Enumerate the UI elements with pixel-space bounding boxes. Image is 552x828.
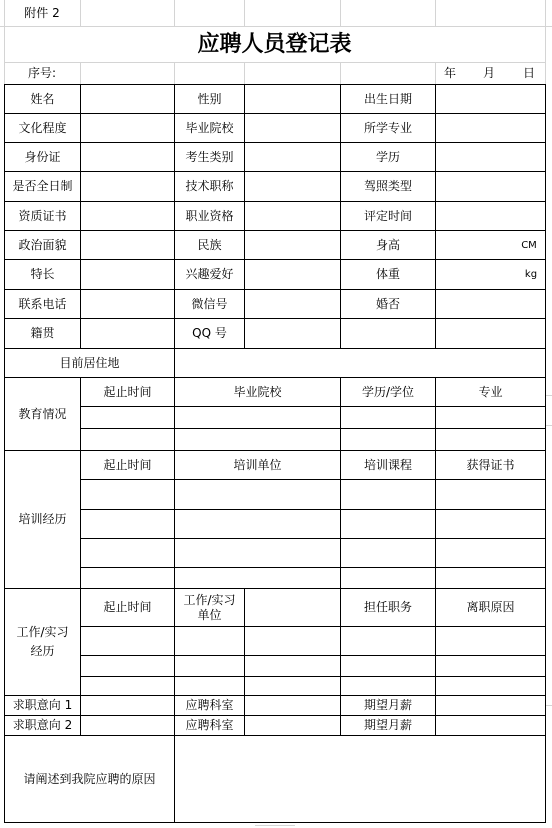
- gridline: [435, 62, 436, 84]
- work-header-unit: [175, 589, 244, 626]
- label-gender: 性别: [197, 91, 222, 106]
- form-input-cell[interactable]: [245, 260, 340, 289]
- form-input-cell[interactable]: [175, 736, 545, 822]
- label-ethnicity: 民族: [197, 237, 222, 252]
- label-graduate-school: 毕业院校: [185, 120, 234, 135]
- label-id-card: 身份证: [24, 149, 61, 164]
- form-title: 应聘人员登记表: [197, 31, 352, 57]
- form-input-cell[interactable]: [81, 319, 174, 348]
- edu-header-school: 毕业院校: [233, 384, 282, 399]
- edu-header-degree: 学历/学位: [361, 384, 415, 399]
- gridline: [546, 705, 552, 706]
- form-input-cell[interactable]: [81, 202, 174, 230]
- work-header-unit-line1: 工作/实习: [183, 592, 236, 607]
- gridline: [244, 0, 245, 26]
- label-intent-1: 求职意向 1: [12, 698, 73, 712]
- form-input-cell[interactable]: [81, 172, 174, 201]
- gridline: [80, 62, 81, 84]
- form-input-cell[interactable]: [245, 85, 340, 113]
- work-header-position: 担任职务: [363, 600, 412, 614]
- form-input-cell[interactable]: [436, 260, 545, 289]
- edu-header-period: 起止时间: [103, 384, 152, 399]
- gridline: [255, 825, 295, 826]
- serial-label: 序号:: [27, 65, 57, 80]
- gridline: [174, 62, 175, 84]
- height-unit: CM: [521, 239, 537, 251]
- form-input-cell[interactable]: [245, 143, 340, 171]
- form-input-cell[interactable]: [436, 143, 545, 171]
- form-input-cell[interactable]: [436, 172, 545, 201]
- train-header-period: 起止时间: [103, 457, 152, 472]
- label-intent-2-salary: 期望月薪: [363, 718, 412, 732]
- label-education-level: 文化程度: [18, 120, 67, 135]
- form-input-cell[interactable]: [436, 202, 545, 230]
- work-header-leave-reason: 离职原因: [466, 600, 515, 614]
- form-input-cell[interactable]: [81, 290, 174, 318]
- weight-unit: kg: [524, 269, 538, 280]
- form-input-cell[interactable]: [436, 290, 545, 318]
- label-degree: 学历: [375, 149, 400, 164]
- label-intent-1-dept: 应聘科室: [185, 698, 234, 712]
- form-input-cell[interactable]: [81, 85, 174, 113]
- label-height: 身高: [375, 237, 400, 252]
- label-hobbies: 兴趣爱好: [185, 267, 234, 281]
- label-wechat: 微信号: [191, 296, 228, 311]
- form-input-cell[interactable]: [245, 114, 340, 142]
- gridline: [80, 0, 81, 26]
- gridline: [545, 0, 546, 84]
- gridline: [174, 0, 175, 26]
- label-residence: 目前居住地: [59, 355, 120, 370]
- label-major: 所学专业: [363, 120, 412, 135]
- label-intent-2-dept: 应聘科室: [185, 718, 234, 732]
- gridline: [546, 425, 552, 426]
- train-header-unit: 培训单位: [233, 457, 282, 472]
- label-intent-1-salary: 期望月薪: [363, 698, 412, 712]
- form-input-cell[interactable]: [436, 231, 545, 259]
- gridline: [340, 0, 341, 26]
- section-training: 培训经历: [18, 512, 67, 526]
- date-day-label: 日: [522, 65, 535, 80]
- label-intent-2: 求职意向 2: [12, 718, 73, 732]
- section-education: 教育情况: [18, 406, 67, 421]
- form-input-cell[interactable]: [175, 349, 545, 377]
- form-input-cell[interactable]: [81, 231, 174, 259]
- form-input-cell[interactable]: [81, 114, 174, 142]
- form-input-cell[interactable]: [245, 172, 340, 201]
- section-work: [5, 589, 80, 695]
- section-work-line1: 工作/实习: [16, 625, 69, 639]
- train-header-certificate: 获得证书: [466, 457, 515, 472]
- form-input-cell[interactable]: [81, 260, 174, 289]
- label-phone: 联系电话: [18, 296, 67, 311]
- label-birth-date: 出生日期: [363, 91, 412, 106]
- gridline: [435, 0, 436, 26]
- date-year-label: 年: [443, 65, 456, 80]
- label-name: 姓名: [30, 91, 55, 106]
- label-candidate-type: 考生类别: [185, 149, 234, 164]
- form-input-cell[interactable]: [245, 290, 340, 318]
- attachment-label: 附件 2: [24, 5, 60, 20]
- work-header-unit-line2: 单位: [197, 607, 222, 622]
- form-input-cell[interactable]: [245, 319, 340, 348]
- label-tech-title: 技术职称: [185, 179, 234, 193]
- label-native-place: 籍贯: [30, 326, 55, 340]
- label-weight: 体重: [375, 267, 400, 281]
- gridline: [340, 62, 341, 84]
- form-input-cell[interactable]: [436, 114, 545, 142]
- gridline: [4, 62, 545, 63]
- gridline: [546, 395, 552, 396]
- date-month-label: 月: [482, 65, 495, 80]
- label-marital: 婚否: [375, 296, 400, 311]
- label-qq: QQ 号: [192, 326, 227, 340]
- train-header-course: 培训课程: [363, 457, 412, 472]
- form-input-cell[interactable]: [245, 231, 340, 259]
- label-full-time: 是否全日制: [12, 179, 73, 193]
- form-input-cell[interactable]: [245, 202, 340, 230]
- form-input-cell[interactable]: [436, 85, 545, 113]
- label-evaluation-date: 评定时间: [363, 208, 412, 223]
- form-input-cell[interactable]: [81, 143, 174, 171]
- label-application-reason: 请阐述到我院应聘的原因: [23, 771, 156, 786]
- label-qualification: 职业资格: [185, 208, 234, 223]
- section-work-line2-text: 经历: [30, 644, 55, 658]
- work-header-period: 起止时间: [103, 600, 152, 614]
- label-license-type: 驾照类型: [363, 179, 412, 193]
- label-political-status: 政治面貌: [18, 237, 67, 252]
- edu-header-major: 专业: [478, 384, 503, 399]
- label-certificate: 资质证书: [18, 208, 67, 223]
- gridline: [244, 62, 245, 84]
- label-specialty: 特长: [30, 267, 55, 281]
